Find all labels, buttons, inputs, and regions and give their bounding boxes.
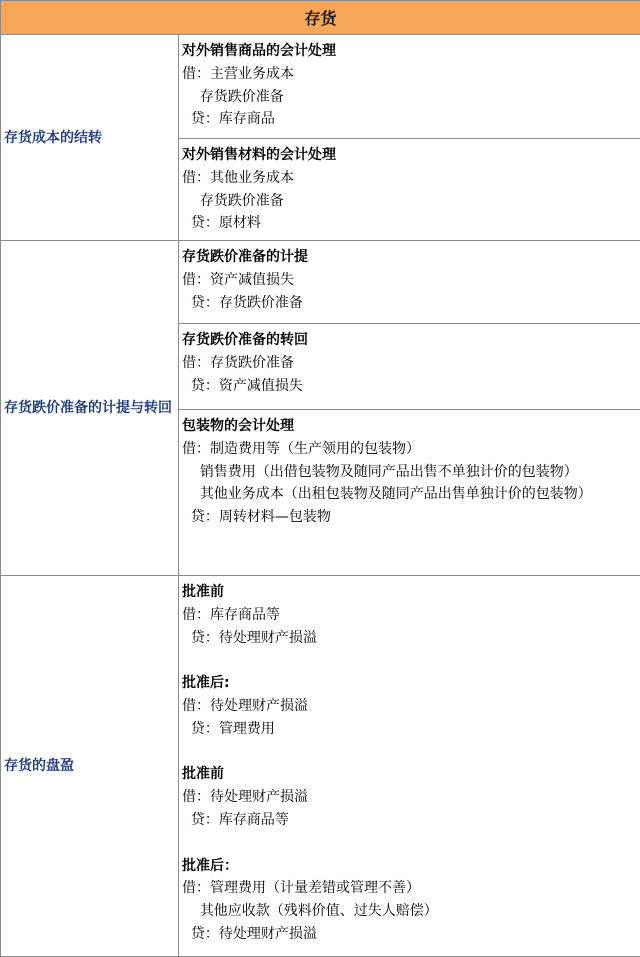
entry-line: 贷：资产减值损失 — [182, 377, 303, 394]
block-title: 对外销售材料的会计处理 — [182, 147, 336, 163]
entry-block — [179, 139, 640, 239]
entry-block — [179, 576, 640, 956]
entry-line: 借：待处理财产损溢 — [182, 789, 308, 806]
section-entries — [179, 241, 640, 575]
blank-line — [182, 741, 636, 764]
block-title: 对外销售商品的会计处理 — [182, 43, 336, 59]
block-title: 存货跌价准备的计提 — [182, 249, 308, 265]
block-title: 批准前 — [182, 584, 224, 600]
entry-line: 存货跌价准备 — [182, 88, 284, 105]
entry-line: 贷：待处理财产损溢 — [182, 629, 317, 646]
block-title: 存货跌价准备的转回 — [182, 332, 308, 348]
section-entries — [179, 35, 640, 240]
entry-line: 借：管理费用（计量差错或管理不善） — [182, 880, 420, 897]
section-label: 存货跌价准备的计提与转回 — [1, 241, 179, 575]
entry-line: 贷：存货跌价准备 — [182, 294, 303, 311]
entry-block — [179, 410, 640, 575]
section-cost-transfer — [1, 35, 640, 241]
section-surplus — [1, 576, 640, 956]
entry-line: 贷：原材料 — [182, 215, 261, 232]
block-title: 批准后： — [182, 857, 238, 874]
section-impairment — [1, 241, 640, 576]
entry-line: 存货跌价准备 — [182, 192, 284, 209]
entry-line: 借：存货跌价准备 — [182, 354, 294, 371]
entry-line: 销售费用（出借包装物及随同产品出售不单独计价的包装物） — [182, 463, 578, 480]
block-title: 包装物的会计处理 — [182, 418, 294, 434]
block-title: 批准后: — [182, 675, 230, 692]
blank-line — [182, 832, 636, 855]
table-header: 存货 — [1, 1, 640, 35]
entry-block — [179, 241, 640, 324]
entry-line: 借：库存商品等 — [182, 606, 280, 623]
entry-line: 贷：库存商品 — [182, 111, 275, 128]
entry-block — [179, 324, 640, 410]
entry-line: 贷：管理费用 — [182, 720, 275, 737]
block-title: 批准前 — [182, 766, 224, 783]
section-label: 存货的盘盈 — [1, 576, 179, 956]
entry-line: 借：待处理财产损溢 — [182, 697, 308, 714]
entry-line: 借：资产减值损失 — [182, 271, 294, 288]
entry-line: 借：制造费用等（生产领用的包装物） — [182, 440, 420, 457]
section-label: 存货成本的结转 — [1, 35, 179, 240]
entry-line: 其他业务成本（出租包装物及随同产品出售单独计价的包装物） — [182, 486, 592, 503]
section-entries — [179, 576, 640, 956]
entry-line: 贷：待处理财产损溢 — [182, 925, 317, 942]
blank-line — [182, 649, 636, 672]
entry-line: 借：其他业务成本 — [182, 169, 294, 186]
entry-line: 借：主营业务成本 — [182, 65, 294, 82]
entry-line: 其他应收款（残料价值、过失人赔偿） — [182, 903, 438, 920]
entry-line: 贷：周转材料—包装物 — [182, 509, 331, 526]
entry-line: 贷：库存商品等 — [182, 811, 289, 828]
entry-block — [179, 35, 640, 139]
